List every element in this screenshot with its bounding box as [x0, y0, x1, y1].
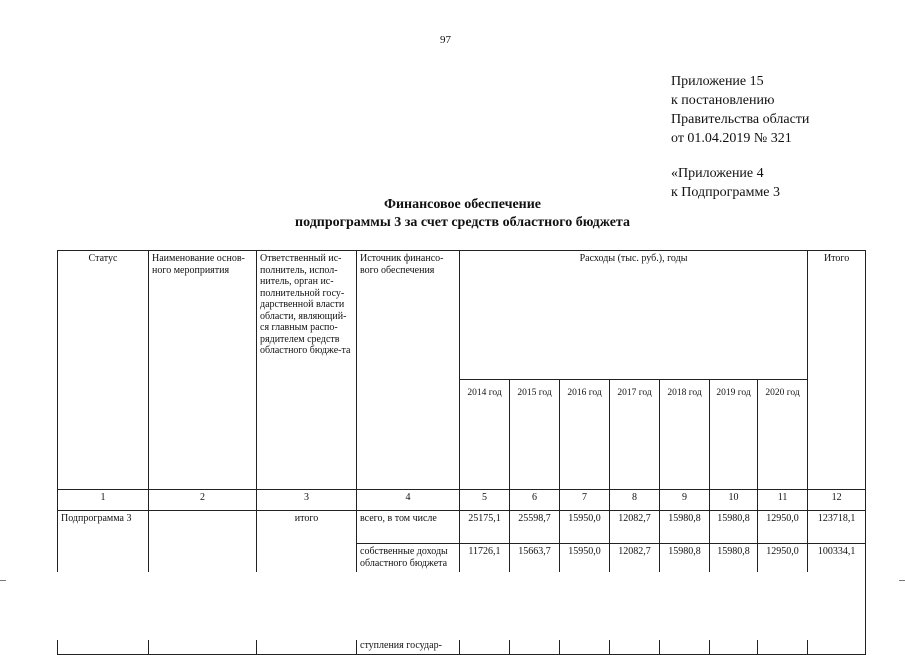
column-number: 7 [560, 490, 610, 511]
title-line-2: подпрограммы 3 за счет средств областного бюджета [295, 215, 630, 230]
table-row [58, 511, 866, 544]
row-source: всего, в том числе [357, 511, 460, 544]
cell-value: 15980,8 [710, 544, 758, 579]
scan-margin-mark [0, 580, 6, 581]
cell-value: 15980,8 [660, 544, 710, 579]
column-number: 6 [510, 490, 560, 511]
header-year: 2017 год [610, 380, 660, 490]
header-year: 2019 год [710, 380, 758, 490]
cell-value: 12082,7 [610, 544, 660, 579]
row-source: собственные доходы областного бюджета [357, 544, 460, 579]
appendix-gap [671, 148, 809, 164]
column-number: 8 [610, 490, 660, 511]
header-activity-name: Наименование основ-ного мероприятия [149, 251, 257, 490]
scan-margin-mark [899, 580, 905, 581]
cell-value: 15950,0 [560, 544, 610, 579]
cell-value: 15950,0 [560, 511, 610, 544]
appendix-line: Правительства области [671, 112, 810, 127]
header-funding-source: Источник финансо-вого обеспечения [357, 251, 460, 490]
appendix-line: Приложение 15 [671, 74, 764, 89]
column-number: 5 [460, 490, 510, 511]
column-number: 3 [257, 490, 357, 511]
page-cut-overlay [57, 572, 865, 640]
page-number: 97 [440, 34, 451, 46]
cell-value: 25598,7 [510, 511, 560, 544]
column-number: 10 [710, 490, 758, 511]
column-number: 2 [149, 490, 257, 511]
cell-value: 15980,8 [660, 511, 710, 544]
cell-value: 15980,8 [710, 511, 758, 544]
header-status: Статус [58, 251, 149, 490]
column-number: 1 [58, 490, 149, 511]
row-status: Подпрограмма 3 [58, 511, 149, 655]
header-year: 2016 год [560, 380, 610, 490]
appendix-line: от 01.04.2019 № 321 [671, 131, 792, 146]
appendix-block [671, 72, 809, 202]
header-responsible: Ответственный ис-полнитель, испол-нитель, орган ис-полнительной госу-дарственной власти области, являющий-ся главным распо-рядителем средств областного бюдже-та [257, 251, 357, 490]
header-year: 2014 год [460, 380, 510, 490]
cell-value: 25175,1 [460, 511, 510, 544]
cell-total: 123718,1 [808, 511, 866, 544]
row-source: ступления государ- [357, 626, 460, 655]
column-number-row [58, 490, 866, 511]
title-line-1: Финансовое обеспечение [383, 197, 542, 212]
header-year: 2020 год [758, 380, 808, 490]
header-total: Итого [808, 251, 866, 490]
header-expenses: Расходы (тыс. руб.), годы [460, 251, 808, 380]
appendix-line: к Подпрограмме 3 [671, 185, 781, 200]
header-year: 2018 год [660, 380, 710, 490]
header-row [58, 251, 866, 380]
cell-value: 12950,0 [758, 544, 808, 579]
document-title [0, 196, 905, 232]
cell-value: 12082,7 [610, 511, 660, 544]
cell-total: 100334,1 [808, 544, 866, 579]
column-number: 11 [758, 490, 808, 511]
appendix-line: к постановлению [671, 93, 775, 108]
appendix-line: «Приложение 4 [671, 166, 764, 181]
cell-value: 11726,1 [460, 544, 510, 579]
column-number: 9 [660, 490, 710, 511]
column-number: 4 [357, 490, 460, 511]
cell-value: 12950,0 [758, 511, 808, 544]
row-responsible: итого [257, 511, 357, 655]
cell-value: 15663,7 [510, 544, 560, 579]
column-number: 12 [808, 490, 866, 511]
header-year: 2015 год [510, 380, 560, 490]
